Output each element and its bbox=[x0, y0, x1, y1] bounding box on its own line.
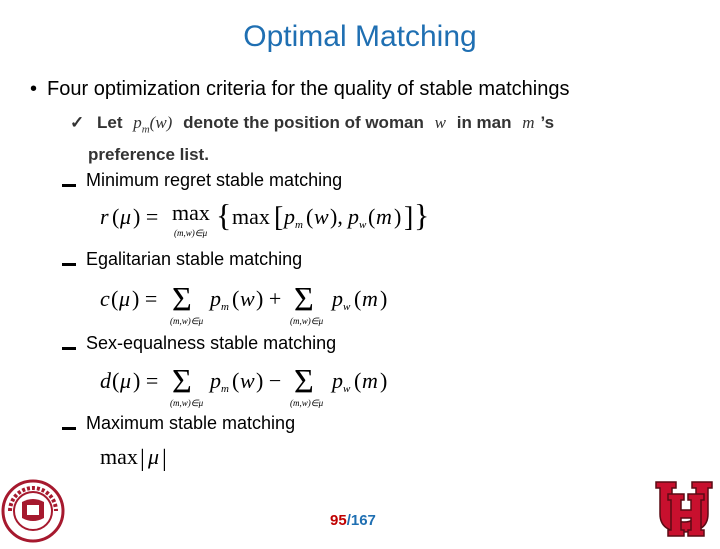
page-separator: / bbox=[346, 512, 351, 529]
svg-text:μ: μ bbox=[120, 368, 132, 393]
svg-text:μ: μ bbox=[148, 444, 160, 469]
formula-maximum bbox=[100, 440, 200, 480]
svg-text:) =: ) = bbox=[133, 204, 159, 229]
formula-sex-equalness bbox=[100, 360, 400, 416]
definition-note bbox=[70, 110, 554, 168]
svg-text:w: w bbox=[240, 286, 255, 311]
bullet-dot: • bbox=[30, 78, 38, 100]
criterion-3 bbox=[62, 333, 336, 354]
svg-text:max: max bbox=[172, 200, 210, 225]
svg-text:p: p bbox=[210, 286, 221, 311]
note-math-p: $p_m(w)$ bbox=[133, 113, 173, 136]
checkmark-icon: ✓ bbox=[70, 113, 85, 132]
svg-text:p: p bbox=[210, 368, 221, 393]
svg-text:|: | bbox=[162, 446, 167, 472]
svg-text:m: m bbox=[221, 383, 229, 395]
svg-text:μ: μ bbox=[119, 286, 131, 311]
main-bullet-text: Four optimization criteria for the quality of stable matchings bbox=[47, 78, 570, 100]
svg-text:{: { bbox=[216, 197, 232, 233]
svg-text:p: p bbox=[332, 368, 343, 393]
svg-text:(: ( bbox=[112, 204, 120, 229]
svg-text:Σ: Σ bbox=[172, 281, 192, 318]
svg-text:m: m bbox=[221, 301, 229, 313]
svg-text:m: m bbox=[362, 368, 378, 393]
svg-text:(m,w)∈μ: (m,w)∈μ bbox=[290, 398, 324, 408]
svg-text:p: p bbox=[284, 204, 295, 229]
main-bullet bbox=[30, 78, 569, 101]
svg-text:m: m bbox=[376, 204, 392, 229]
svg-text:) =: ) = bbox=[133, 368, 159, 393]
svg-text:): ) bbox=[380, 368, 388, 393]
formula-2-svg bbox=[100, 278, 400, 328]
note-line2: preference list. bbox=[88, 145, 209, 165]
formula-4-svg bbox=[100, 440, 200, 474]
svg-text:Σ: Σ bbox=[294, 281, 314, 318]
criterion-1 bbox=[62, 170, 342, 191]
criterion-4 bbox=[62, 413, 295, 434]
svg-text:p: p bbox=[332, 286, 343, 311]
svg-text:max: max bbox=[232, 204, 270, 229]
svg-text:w: w bbox=[240, 368, 255, 393]
svg-text:(: ( bbox=[354, 368, 362, 393]
page-total: 167 bbox=[350, 512, 376, 529]
svg-text:(: ( bbox=[111, 286, 119, 311]
svg-text:m: m bbox=[295, 219, 303, 231]
svg-text:]: ] bbox=[404, 202, 414, 233]
slide-title: Optimal Matching bbox=[243, 20, 477, 53]
note-let: Let bbox=[96, 113, 123, 132]
svg-text:(: ( bbox=[354, 286, 362, 311]
formula-3-svg bbox=[100, 360, 400, 410]
note-text2: in man bbox=[456, 113, 512, 132]
svg-text:|: | bbox=[140, 446, 145, 472]
svg-text:(m,w)∈μ: (m,w)∈μ bbox=[170, 398, 204, 408]
svg-text:): ) bbox=[380, 286, 388, 311]
svg-text:(m,w)∈μ: (m,w)∈μ bbox=[290, 316, 324, 326]
criterion-1-label: Minimum regret stable matching bbox=[86, 170, 343, 190]
criterion-2-label: Egalitarian stable matching bbox=[86, 249, 303, 269]
svg-text:) +: ) + bbox=[256, 286, 282, 311]
svg-text:m: m bbox=[362, 286, 378, 311]
svg-text:c: c bbox=[100, 286, 110, 311]
criterion-4-label: Maximum stable matching bbox=[86, 413, 296, 433]
svg-text:): ) bbox=[394, 204, 402, 229]
uh-logo bbox=[654, 478, 718, 538]
formula-minimum-regret bbox=[100, 198, 440, 248]
svg-text:) =: ) = bbox=[132, 286, 158, 311]
svg-text:}: } bbox=[414, 197, 430, 233]
page-current: 95 bbox=[330, 512, 347, 529]
note-text3: ’s bbox=[540, 113, 555, 132]
svg-text:p: p bbox=[348, 204, 359, 229]
svg-text:w: w bbox=[343, 301, 351, 313]
note-math-w: w bbox=[434, 113, 446, 132]
page-number bbox=[330, 512, 376, 529]
dash-marker bbox=[62, 184, 76, 187]
formula-1-svg bbox=[100, 198, 440, 242]
peking-university-logo bbox=[0, 478, 66, 544]
svg-text:w: w bbox=[359, 219, 367, 231]
svg-text:(: ( bbox=[232, 368, 240, 393]
svg-text:r: r bbox=[100, 204, 109, 229]
svg-text:max: max bbox=[100, 444, 138, 469]
svg-text:(: ( bbox=[112, 368, 120, 393]
svg-text:(m,w)∈μ: (m,w)∈μ bbox=[170, 316, 204, 326]
svg-text:d: d bbox=[100, 368, 111, 393]
svg-text:w: w bbox=[314, 204, 329, 229]
criterion-3-label: Sex-equalness stable matching bbox=[86, 333, 337, 353]
dash-marker bbox=[62, 347, 76, 350]
svg-text:w: w bbox=[343, 383, 351, 395]
svg-text:μ: μ bbox=[120, 204, 132, 229]
svg-text:(m,w)∈μ: (m,w)∈μ bbox=[174, 228, 208, 238]
svg-text:(: ( bbox=[306, 204, 314, 229]
svg-text:Σ: Σ bbox=[294, 363, 314, 400]
criterion-2 bbox=[62, 249, 302, 270]
dash-marker bbox=[62, 427, 76, 430]
formula-egalitarian bbox=[100, 278, 400, 334]
svg-text:) −: ) − bbox=[256, 368, 282, 393]
svg-text:(: ( bbox=[368, 204, 376, 229]
dash-marker bbox=[62, 263, 76, 266]
note-text1: denote the position of woman bbox=[183, 113, 424, 132]
note-math-m: m bbox=[522, 113, 535, 132]
svg-text:Σ: Σ bbox=[172, 363, 192, 400]
svg-text:(: ( bbox=[232, 286, 240, 311]
svg-text:[: [ bbox=[274, 202, 284, 233]
svg-text:),: ), bbox=[330, 204, 343, 229]
